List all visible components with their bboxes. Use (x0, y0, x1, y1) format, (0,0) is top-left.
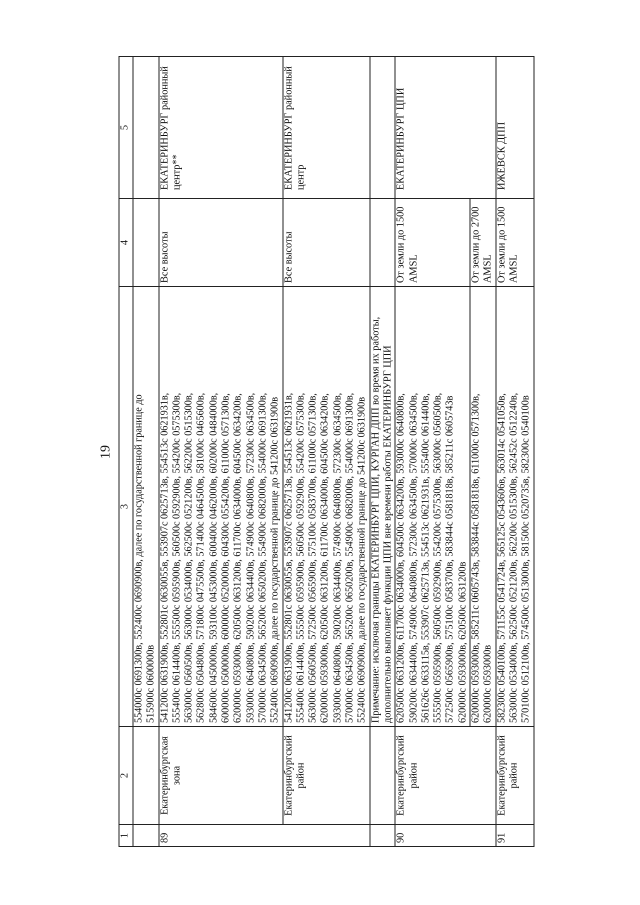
altitude-limits: Все высоты (159, 199, 283, 287)
boundary-coordinates: 620000с 0593000в, 585211с 0605743в, 583844с 0581818в, 611000с 0571300в, 620000с 0593000в (470, 287, 496, 727)
row-number: 91 (496, 825, 534, 847)
column-header: 2 (119, 727, 133, 825)
altitude-limits: Все высоты (283, 199, 370, 287)
boundary-coordinates: 554000с 0691300в, 552400с 0690900в, далее по государственной границе до 515900с 0600000в (133, 287, 159, 727)
rotated-document-page (93, 57, 548, 847)
table-row-note (370, 57, 396, 847)
altitude-limits: От земли до 1500 AMSL (496, 199, 534, 287)
control-centre: ИЖЕВСК ДПП (496, 57, 534, 199)
control-centre: ЕКАТЕРИНБУРГ районный центр (283, 57, 370, 199)
control-centre: ЕКАТЕРИНБУРГ ЦПИ (395, 57, 495, 199)
table-header-row (119, 57, 133, 847)
boundary-coordinates: 541200с 0631900в, 552801с 0630055в, 553907с 0625713в, 554513с 0621931в, 555400с 0614400в, 555500с 0595900в, 560500с 0592900в, 554200с 0575300в, 563000с 0560500в, 563000с 0534000в, 562500с 0521200в, 562200с 0515300в, 562800с 0504800в, 571800с 0475500в, 571400с 0464500в, 581000с 0465600в, 584600с 0450000в, 593100с 0453000в, 600400с 0462000в, 602000с 0484000в, 600000с 0500000в, 600000с 0520000в, 604300с 0554200в, 611000с 0571300в, 620000с 0593000в, 620500с 0631200в, 611700с 0634000в, 604500с 0634200в, 593000с 0640800в, 590200с 0634400в, 574900с 0640800в, 572300с 0634500в, 570000с 0634500в, 565200с 0650200в, 554900с 0682000в, 554000с 0691300в, 552400с 0690900в, далее по государственной границе до 541200с 0631900в (159, 287, 283, 727)
column-header: 5 (119, 57, 133, 199)
altitude-limits: От земли до 1500 AMSL (395, 199, 470, 287)
boundary-coordinates: 582300с 0540100в, 571155с 0541724в, 565125с 0543606в, 563014с 0541050в, 563000с 0534000в, 562500с 0521200в, 562200с 0515300в, 562452с 0512240в, 570100с 0512100в, 574500с 0513000в, 581500с 0520735в, 582300с 0540100в (496, 287, 534, 727)
zone-name: Екатеринбургский район (496, 727, 534, 825)
row-number: 89 (159, 825, 370, 847)
column-header: 3 (119, 287, 133, 727)
column-header: 1 (119, 825, 133, 847)
airspace-table (119, 56, 535, 847)
zone-name: Екатеринбургская зона (159, 727, 283, 825)
boundary-coordinates: 620500с 0631200в, 611700с 0634000в, 604500с 0634200в, 593000с 0640800в, 590200с 0634400в, 574900с 0640800в, 572300с 0634500в, 570000с 0634500в, 561626с 0633115в, 553907с 0625713в, 554513с 0621931в, 555400с 0614400в, 555500с 0595900в, 560500с 0592900в, 554200с 0575300в, 563000с 0560500в, 572500с 0565900в, 575100с 0583700в, 583844с 0581818в, 585211с 0605743в 620000с 0593000в, 620500с 0631200в (395, 287, 470, 727)
zone-name: Екатеринбургский район (395, 727, 495, 825)
table-row (496, 57, 534, 847)
control-centre: ЕКАТЕРИНБУРГ районный центр** (159, 57, 283, 199)
table-row (283, 57, 370, 847)
zone-name: Екатеринбургский район (283, 727, 370, 825)
note-text: Примечание: исключая границы ЕКАТЕРИНБУРГ ЦПИ, КУРГАН ДПП во время их работы, дополнительно выполняет функции ЦПИ вне времени работы ЕКАТЕРИНБУРГ ЦПИ (370, 287, 396, 727)
altitude-limits: От земли до 2700 AMSL (470, 199, 496, 287)
table-row (133, 57, 159, 847)
column-header: 4 (119, 199, 133, 287)
table-row (159, 57, 283, 847)
page-number: 19 (98, 445, 114, 459)
row-number: 90 (395, 825, 495, 847)
table-row (395, 57, 470, 847)
boundary-coordinates: 541200с 0631900в, 552801с 0630055в, 553907с 0625713в, 554513с 0621931в, 555400с 0614400в, 555500с 0595900в, 560500с 0592900в, 554200с 0575300в, 563000с 0560500в, 572500с 0565900в, 575100с 0583700в, 611000с 0571300в, 620000с 0593000в, 620500с 0631200в, 611700с 0634000в, 604500с 0634200в, 593000с 0640800в, 590200с 0634400в, 574900с 0640800в, 572300с 0634500в, 570000с 0634500в, 565200с 0650200в, 554900с 0682000в, 554000с 0691300в, 552400с 0690900в, далее по государственной границе до 541200с 0631900в (283, 287, 370, 727)
